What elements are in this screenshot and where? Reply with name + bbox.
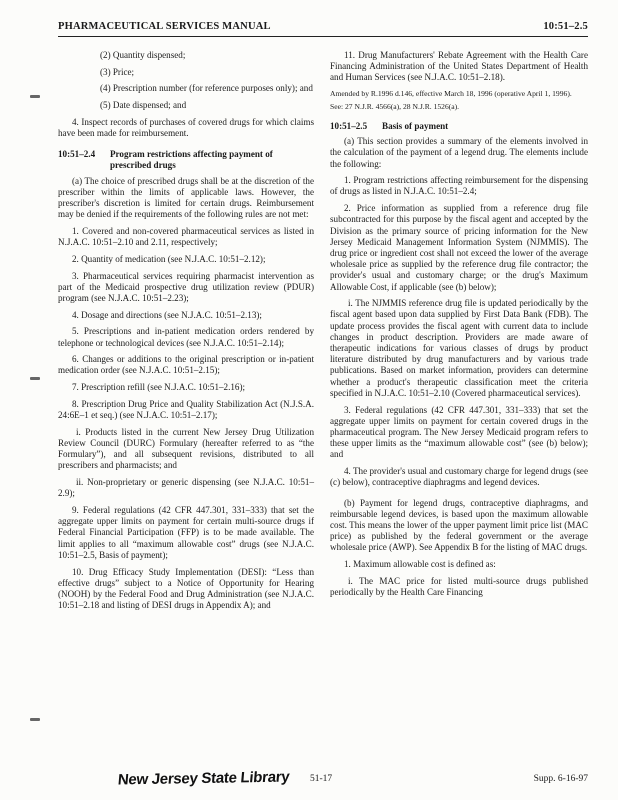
margin-mark <box>30 95 40 98</box>
list-item: (4) Prescription number (for reference purposes only); and <box>100 83 313 94</box>
list-item: (3) Price; <box>100 66 135 77</box>
list-item: 11. Drug Manufacturers' Rebate Agreement with the Health Care Financing Administration of the United States Department of Health and Human Services (see N.J.A.C. 10:51–2.18). <box>330 50 588 83</box>
amendment-reference: See: 27 N.J.R. 4566(a), 28 N.J.R. 1526(a). <box>330 101 460 111</box>
list-item: 1. Program restrictions affecting reimbursement for the dispensing of drugs as listed in N.J.A.C. 10:51–2.4; <box>330 175 588 197</box>
list-item: 8. Prescription Drug Price and Quality Stabilization Act (N.J.S.A. 24:6E–1 et seq.) (see N.J.A.C. 10:51–2.17); <box>58 398 314 421</box>
list-item: (2) Quantity dispensed; <box>100 50 186 60</box>
list-item: 2. Price information as supplied from a reference drug file subcontracted for this purpose by the fiscal agent and accepted by the Division as the primary source of pricing information for the New Jersey Medicaid Management Information System (NJMMIS). The drug price or ingredient cost shall not exceed the lower of the average wholesale price as supplied by the reference drug file contractor; the provider's usual and customary charge; or the drug's Maximum Allowable Cost, if applicable (see (b) below); <box>330 203 588 292</box>
sub-item: i. The MAC price for listed multi-source drugs published periodically by the Health Care Financing <box>330 575 588 597</box>
page-header <box>58 20 588 37</box>
left-column <box>58 50 314 617</box>
section-heading-number: 10:51–2.5 <box>330 120 368 131</box>
list-item: 1. Maximum allowable cost is defined as: <box>344 559 496 570</box>
sub-item: i. The NJMMIS reference drug file is updated periodically by the fiscal agent based upon data supplied by First Data Bank (FDB). The update process provides the fiscal agent with current data to include changes in product description. Providers are made aware of therapeutic indications for various classes of drugs by product literature distributed by drug manufacturers and by various trade publications. Based on market information, providers can determine whether a product's therapeutic classification meet the criteria specified in N.J.A.C. 10:51–2.10 (Covered pharmaceutical services). <box>330 298 588 398</box>
supplement-date: Supp. 6-16-97 <box>533 774 588 784</box>
section-heading-2-5 <box>330 121 588 132</box>
margin-mark <box>30 377 40 380</box>
paragraph: 4. Inspect records of purchases of covered drugs for which claims have been made for reimbursement. <box>58 116 314 139</box>
paragraph: (a) This section provides a summary of the elements involved in the calculation of the payment of a legend drug. The elements include the following: <box>330 136 588 169</box>
section-heading-number: 10:51–2.4 <box>58 149 96 160</box>
section-heading-2-4 <box>58 149 314 171</box>
section-heading-title: Program restrictions affecting payment of <box>110 149 273 160</box>
list-item: 1. Covered and non-covered pharmaceutical services as listed in N.J.A.C. 10:51–2.10 and 2.11, respectively; <box>58 225 314 248</box>
right-column <box>330 50 588 604</box>
sub-item: ii. Non-proprietary or generic dispensing (see N.J.A.C. 10:51–2.9); <box>58 477 314 499</box>
sub-item: i. Products listed in the current New Jersey Drug Utilization Review Council (DURC) Formulary (hereafter referred to as “the Formulary”), and all subsequent revisions, distributed to all prescribers and pharmacists; and <box>58 426 314 471</box>
list-item: 9. Federal regulations (42 CFR 447.301, 331–333) that set the aggregate upper limits on payment for certain multi-source drugs if Federal Financial Participation (FFP) is to be made available. The limit applies to all “maximum allowable cost” drugs (see N.J.A.C. 10:51–2.5, Basis of payment); <box>58 505 314 560</box>
list-item: 3. Federal regulations (42 CFR 447.301, 331–333) that set the aggregate upper limits on payment for certain covered drugs in the pharmaceutical program. The New Jersey Medicaid program refers to these upper limits as the “maximum allowable cost” (see (b) below); and <box>330 404 588 460</box>
list-item: (5) Date dispensed; and <box>100 100 187 111</box>
list-item: 6. Changes or additions to the original prescription or in-patient medication order (see N.J.A.C. 10:51–2.15); <box>58 354 314 376</box>
paragraph: (b) Payment for legend drugs, contraceptive diaphragms, and reimbursable legend devices, is based upon the maximum allowable cost. This means the lower of the upper payment limit price list (MAC price) as published by the federal government or the average wholesale price (AWP). See Appendix B for the listing of MAC drugs. <box>330 497 588 553</box>
list-item: 5. Prescriptions and in-patient medication orders rendered by telephone or technological devices (see N.J.A.C. 10:51–2.14); <box>58 326 314 348</box>
amendment-note: Amended by R.1996 d.146, effective March 18, 1996 (operative April 1, 1996). <box>330 89 572 99</box>
manual-title: PHARMACEUTICAL SERVICES MANUAL <box>58 21 271 32</box>
margin-mark <box>30 718 40 721</box>
list-item: 2. Quantity of medication (see N.J.A.C. 10:51–2.12); <box>72 253 266 264</box>
section-heading-title: Basis of payment <box>382 120 449 131</box>
section-number: 10:51–2.5 <box>543 21 588 32</box>
section-heading-title-cont: prescribed drugs <box>110 160 176 171</box>
list-item: 4. Dosage and directions (see N.J.A.C. 10:51–2.13); <box>72 309 262 320</box>
list-item: 4. The provider's usual and customary charge for legend drugs (see (c) below), contraceptive diaphragms and legend devices. <box>330 466 588 488</box>
page-number: 51-17 <box>310 774 333 784</box>
page-footer <box>58 770 588 794</box>
library-stamp: New Jersey State Library <box>117 768 291 789</box>
list-item: 7. Prescription refill (see N.J.A.C. 10:51–2.16); <box>72 382 246 393</box>
paragraph: (a) The choice of prescribed drugs shall be at the discretion of the prescriber within the limits of applicable laws. However, the prescriber's discretion is limited for certain drugs. Reimbursement may be denied if the requirements of the following rules are not met: <box>58 175 314 220</box>
list-item: 10. Drug Efficacy Study Implementation (DESI): “Less than effective drugs” subject to a Notice of Opportunity for Hearing (NOOH) by the Federal Food and Drug Administration (see N.J.A.C. 10:51–2.18 and listing of DESI drugs in Appendix A); and <box>58 566 314 611</box>
list-item: 3. Pharmaceutical services requiring pharmacist intervention as part of the Medicaid prospective drug utilization review (PDUR) program (see N.J.A.C. 10:51–2.23); <box>58 270 314 303</box>
